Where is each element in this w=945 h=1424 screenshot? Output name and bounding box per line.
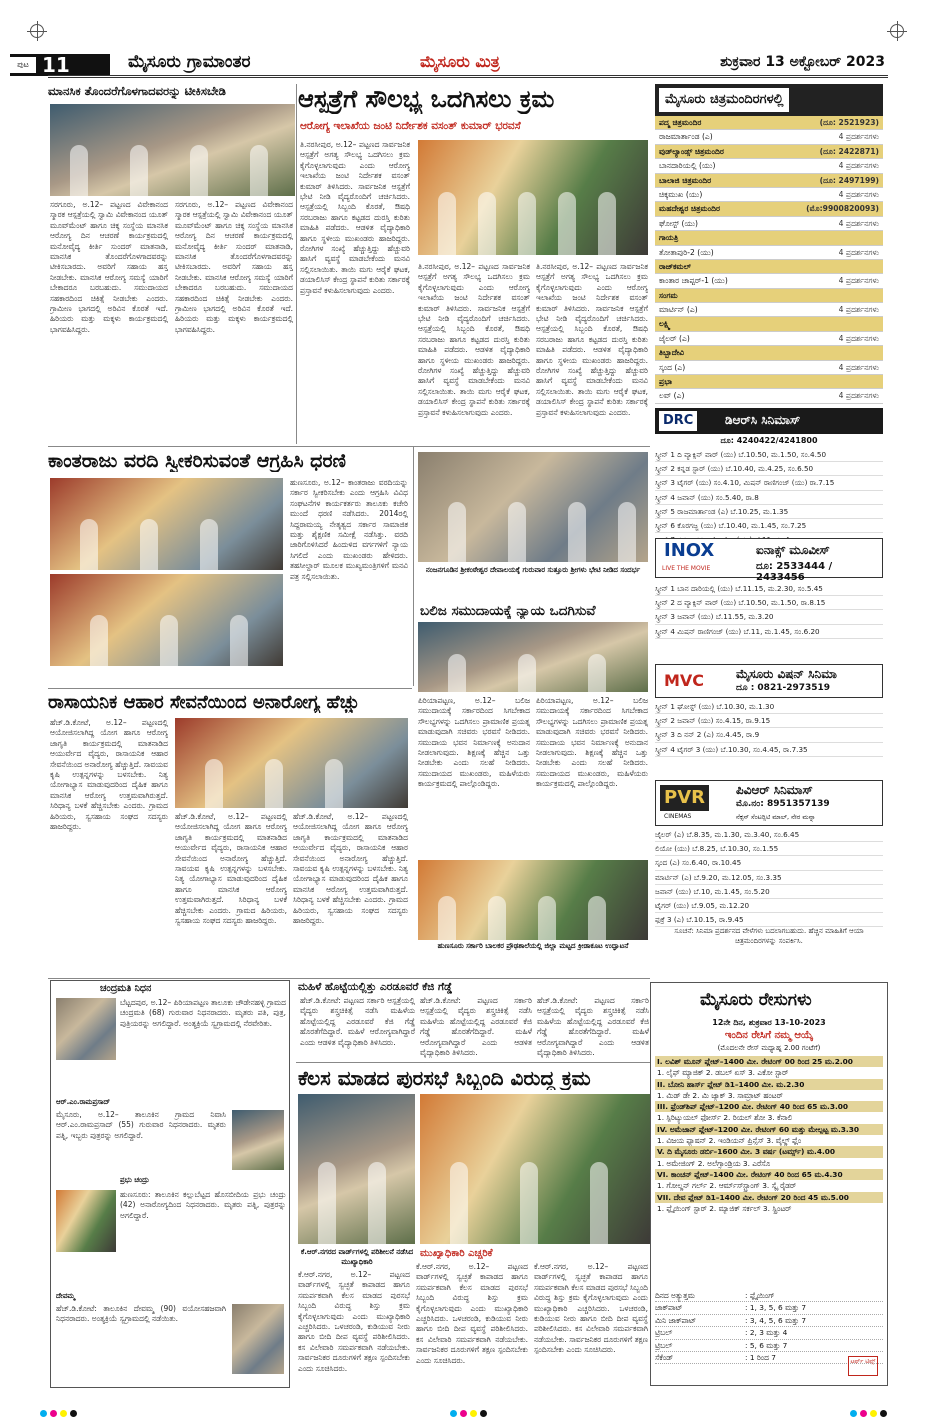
race-heading: IV. ಅಮೆಜಾನ್ ಪ್ಲೇಟ್–1200 ಮೀ. ರೇಟಿಂಗ್ 60 ಮತ್ತು ಮೇಲ್ಪಟ್ಟ ಮ.3.30	[655, 1124, 883, 1135]
cinema-info: (ದೂ: 2497199)	[819, 175, 879, 185]
cinema-name: ಚಿಕ್ಕಮುಖ (ಯು)	[659, 189, 703, 199]
divider	[48, 688, 412, 689]
tip-row	[655, 1340, 883, 1352]
photo-protest-1	[50, 478, 283, 570]
drc-name: ಡಿಆರ್‌ಸಿ ಸಿನಿಮಾಸ್	[725, 413, 801, 427]
tip-value: : ಫ್ಲೈಯಿಂಗ್	[745, 1291, 775, 1300]
masthead: ಮೈಸೂರು ಮಿತ್ರ	[420, 52, 500, 71]
turf-stamp: ಟರ್ಫ್ ಟಿಪ್ಸ್	[848, 1356, 878, 1376]
page-number: 11	[42, 53, 70, 77]
drc-logo: DRC	[659, 411, 697, 431]
showtime-row: ಟೈಗರ್ (ಯು) ಬೆ.9.05, ಮ.12.20	[655, 899, 883, 913]
cinema-name: ಸ್ಕಂದ (ಎ)	[659, 362, 686, 372]
cinema-info: 4 ಪ್ರದರ್ಶನಗಳು	[838, 247, 879, 257]
headline-mental-health: ಮಾನಸಿಕ ತೊಂದರೆಗೊಳಗಾದವರನ್ನು ಟೀಕಿಸಬೇಡಿ	[48, 84, 226, 98]
showtime-row: ಲಿಯೋ (ಯು) ಬೆ.8.25, ಬೆ.10.30, ಸಂ.1.55	[655, 842, 883, 856]
edition-date: ಶುಕ್ರವಾರ 13 ಅಕ್ಟೋಬರ್ 2023	[720, 54, 885, 70]
headline-hospital: ಆಸ್ಪತ್ರೆಗೆ ಸೌಲಭ್ಯ ಒದಗಿಸಲು ಕ್ರಮ	[298, 85, 555, 113]
story-women-col2: ಹೆಚ್.ಡಿ.ಕೋಟೆ: ಪಟ್ಟಣದ ಸರ್ಕಾರಿ ಆಸ್ಪತ್ರೆಯಲ್ಲಿ ವೈದ್ಯರು ಶಸ್ತ್ರಚಿಕಿತ್ಸೆ ನಡೆಸಿ ಮಹಿಳೆಯ ಹೊಟ್ಟೆಯಲ್ಲಿದ್ದ ಎರಡೂವರೆ ಕೆಜಿ ಗೆಡ್ಡೆ ಹೊರತೆಗೆದಿದ್ದಾರೆ. ಮಹಿಳೆ ಆರೋಗ್ಯವಾಗಿದ್ದಾರೆ ಎಂದು ಆಡಳಿತ ವೈದ್ಯಾಧಿಕಾರಿ ತಿಳಿಸಿದರು.	[420, 996, 532, 1058]
story-kelasa-col2: ಕೆ.ಆರ್.ನಗರ, ಅ.12– ಪಟ್ಟಣದ ವಾರ್ಡ್‍ಗಳಲ್ಲಿ ಸ್ವಚ್ಛತೆ ಕಾಪಾಡದ ಹಾಗೂ ಸಮರ್ಪಕವಾಗಿ ಕೆಲಸ ಮಾಡದ ಪುರಸಭೆ ಸಿಬ್ಬಂದಿ ವಿರುದ್ಧ ಶಿಸ್ತು ಕ್ರಮ ಕೈಗೊಳ್ಳಲಾಗುವುದು ಎಂದು ಮುಖ್ಯಾಧಿಕಾರಿ ಎಚ್ಚರಿಸಿದರು. ಒಳಚರಂಡಿ, ಕುಡಿಯುವ ನೀರು ಹಾಗೂ ಬೀದಿ ದೀಪ ವ್ಯವಸ್ಥೆ ಪರಿಶೀಲಿಸಿದರು. ಕಸ ವಿಲೇವಾರಿ ಸಮರ್ಪಕವಾಗಿ ನಡೆಯಬೇಕು. ಸಾರ್ವಜನಿಕರ ದೂರುಗಳಿಗೆ ತಕ್ಷಣ ಸ್ಪಂದಿಸಬೇಕು ಎಂದು ಸೂಚಿಸಿದರು.	[416, 1262, 528, 1365]
cinema-name: ಘೋಸ್ಟ್ (ಯು)	[659, 218, 698, 228]
story-mental-health-col2: ಸರಗೂರು, ಅ.12– ಪಟ್ಟಣದ ವಿವೇಕಾನಂದ ಸ್ಮಾರಕ ಆಸ್ಪತ್ರೆಯಲ್ಲಿ ಸ್ವಾಮಿ ವಿವೇಕಾನಂದ ಯೂತ್ ಮೂವ್‍ಮೆಂಟ್ ಹಾಗೂ ಚಿಕ್ಕ ಸಂಸ್ಥೆಯ ಮಾನಸಿಕ ಆರೋಗ್ಯ ದಿನ ಆಚರಣೆ ಕಾರ್ಯಕ್ರಮದಲ್ಲಿ ಮನೋವೈದ್ಯ ಕೀರ್ತಿ ಸುಂದರ್ ಮಾತನಾಡಿ, ಮಾನಸಿಕ ತೊಂದರೆಗೊಳಗಾದವರನ್ನು ಟೀಕಿಸಬಾರದು. ಅವರಿಗೆ ಸಹಾಯ ಹಸ್ತ ನೀಡಬೇಕು. ಮಾನಸಿಕ ಆರೋಗ್ಯ ಸಮಸ್ಯೆ ಯಾರಿಗೆ ಬೇಕಾದರೂ ಬರಬಹುದು. ಸಮುದಾಯದ ಸಹಕಾರದಿಂದ ಚಿಕಿತ್ಸೆ ನೀಡಬೇಕು ಎಂದರು. ಗ್ರಾಮೀಣ ಭಾಗದಲ್ಲಿ ಅರಿವಿನ ಕೊರತೆ ಇದೆ. ಹಿರಿಯರು ಮತ್ತು ಮಕ್ಕಳು ಕಾರ್ಯಕ್ರಮದಲ್ಲಿ ಭಾಗವಹಿಸಿದ್ದರು.	[175, 200, 293, 334]
story-balija-col1: ಪಿರಿಯಾಪಟ್ಟಣ, ಅ.12– ಬಲಿಜ ಸಮುದಾಯಕ್ಕೆ ಸರ್ಕಾರದಿಂದ ಸಿಗಬೇಕಾದ ಸೌಲಭ್ಯಗಳನ್ನು ಒದಗಿಸಲು ಪ್ರಾಮಾಣಿಕ ಪ್ರಯತ್ನ ಮಾಡುವುದಾಗಿ ಸಚಿವರು ಭರವಸೆ ನೀಡಿದರು. ಸಮುದಾಯ ಭವನ ನಿರ್ಮಾಣಕ್ಕೆ ಅನುದಾನ ನೀಡಲಾಗುವುದು. ಶಿಕ್ಷಣಕ್ಕೆ ಹೆಚ್ಚಿನ ಒತ್ತು ನೀಡಬೇಕು ಎಂದು ಸಲಹೆ ನೀಡಿದರು. ಸಮುದಾಯದ ಮುಖಂಡರು, ಮಹಿಳೆಯರು ಕಾರ್ಯಕ್ರಮದಲ್ಲಿ ಪಾಲ್ಗೊಂಡಿದ್ದರು.	[418, 696, 530, 789]
story-kantharaju-col1: ಹುಣಸೂರು, ಅ.12– ಕಾಂತರಾಜು ವರದಿಯನ್ನು ಸರ್ಕಾರ ಸ್ವೀಕರಿಸಬೇಕು ಎಂದು ಆಗ್ರಹಿಸಿ ವಿವಿಧ ಸಂಘಟನೆಗಳ ಕಾರ್ಯಕರ್ತರು ತಾಲೂಕು ಕಚೇರಿ ಮುಂದೆ ಧರಣಿ ನಡೆಸಿದರು. 2014ರಲ್ಲಿ ಸಿದ್ದರಾಮಯ್ಯ ನೇತೃತ್ವದ ಸರ್ಕಾರ ಸಾಮಾಜಿಕ ಮತ್ತು ಶೈಕ್ಷಣಿಕ ಸಮೀಕ್ಷೆ ನಡೆಸಿತ್ತು. ವರದಿ ಜಾರಿಗೊಳಿಸಿದರೆ ಹಿಂದುಳಿದ ವರ್ಗಗಳಿಗೆ ನ್ಯಾಯ ಸಿಗಲಿದೆ ಎಂದು ಮುಖಂಡರು ಹೇಳಿದರು. ತಹಸೀಲ್ದಾರ್ ಮೂಲಕ ಮುಖ್ಯಮಂತ್ರಿಗಳಿಗೆ ಮನವಿ ಪತ್ರ ಸಲ್ಲಿಸಲಾಯಿತು.	[290, 478, 408, 581]
showtime-row: ಸ್ಕ್ರೀನ್ 3 ದಿ ನನ್ 2 (ಎ) ಸಂ.4.45, ರಾ.9	[655, 728, 883, 742]
cinema-title: ಮೈಸೂರು ಚಿತ್ರಮಂದಿರಗಳಲ್ಲಿ	[659, 88, 789, 112]
tip-value: : 2, 3 ಮತ್ತು 4	[745, 1328, 788, 1338]
drc-header	[655, 408, 883, 434]
cinema-info: 4 ಪ್ರದರ್ಶನಗಳು	[838, 333, 879, 343]
race-heading: II. ಬೋನಿ ಹಾರ್ಸ್ ಪ್ಲೇಟ್ ಡಿ1–1400 ಮೀ. ಮ.2.30	[655, 1079, 883, 1090]
headline-women: ಮಹಿಳೆ ಹೊಟ್ಟೆಯಲ್ಲಿತ್ತು ಎರಡೂವರೆ ಕೆಜಿ ಗೆಡ್ಡೆ	[298, 981, 453, 993]
tip-label: ಟ್ರಿಬಲ್	[655, 1340, 673, 1350]
story-kelasa-col3: ಕೆ.ಆರ್.ನಗರ, ಅ.12– ಪಟ್ಟಣದ ವಾರ್ಡ್‍ಗಳಲ್ಲಿ ಸ್ವಚ್ಛತೆ ಕಾಪಾಡದ ಹಾಗೂ ಸಮರ್ಪಕವಾಗಿ ಕೆಲಸ ಮಾಡದ ಪುರಸಭೆ ಸಿಬ್ಬಂದಿ ವಿರುದ್ಧ ಶಿಸ್ತು ಕ್ರಮ ಕೈಗೊಳ್ಳಲಾಗುವುದು ಎಂದು ಮುಖ್ಯಾಧಿಕಾರಿ ಎಚ್ಚರಿಸಿದರು. ಒಳಚರಂಡಿ, ಕುಡಿಯುವ ನೀರು ಹಾಗೂ ಬೀದಿ ದೀಪ ವ್ಯವಸ್ಥೆ ಪರಿಶೀಲಿಸಿದರು. ಕಸ ವಿಲೇವಾರಿ ಸಮರ್ಪಕವಾಗಿ ನಡೆಯಬೇಕು. ಸಾರ್ವಜನಿಕರ ದೂರುಗಳಿಗೆ ತಕ್ಷಣ ಸ್ಪಂದಿಸಬೇಕು ಎಂದು ಸೂಚಿಸಿದರು.	[534, 1262, 648, 1355]
mvc-name: ಮೈಸೂರು ವಿಷನ್ ಸಿನಿಮಾ	[736, 667, 837, 681]
tip-row	[655, 1290, 883, 1302]
photo-balija	[418, 622, 648, 692]
obituary-2: ಮೈಸೂರು, ಅ.12– ತಾಲೂಕಿನ ಗ್ರಾಮದ ನಿವಾಸಿ ಆರ್.ಎಂ.ರಾಮಪ್ರಸಾದ್ (55) ಗುರುವಾರ ನಿಧನರಾದರು. ಮೃತರು ಪತ್ನಿ, ಇಬ್ಬರು ಪುತ್ರರನ್ನು ಅಗಲಿದ್ದಾರೆ.	[56, 1110, 226, 1140]
race-heading: I. ಲವಿಶ್ ಮೂನ್ ಪ್ಲೇಟ್–1400 ಮೀ. ರೇಟಿಂಗ್ 00 ರಿಂದ 25 ಮ.2.00	[655, 1056, 883, 1067]
pvr-logo: PVR	[660, 785, 709, 811]
cinema-row	[655, 246, 883, 260]
cinema-info: 4 ಪ್ರದರ್ಶನಗಳು	[838, 362, 879, 372]
photo-obituary-2	[232, 1110, 284, 1170]
cinema-row	[655, 231, 883, 245]
tip-row	[655, 1327, 883, 1339]
inox-phone: ದೂ: 2533444 / 2433456	[756, 561, 833, 583]
cinema-info: (ದೂ: 2521923)	[819, 118, 879, 127]
tip-label: ಮಿನಿ ಜಾಕ್‍ಪಾಟ್	[655, 1315, 697, 1325]
race-title: ಮೈಸೂರು ರೇಸುಗಳು	[700, 990, 812, 1010]
tip-row	[655, 1315, 883, 1327]
cinema-name: ರಾಜಮಾರ್ತಾಂಡ (ಎ)	[659, 132, 713, 142]
tip-value: : 5, 6 ಮತ್ತು 7	[745, 1340, 788, 1350]
pvr-name: ಪಿವಿಆರ್ ಸಿನಿಮಾಸ್	[736, 783, 813, 797]
showtime-row: ಸ್ಕ್ರೀನ್ 4 ಟೈಗರ್ 3 (ಯು) ಬೆ.10.30, ಸಂ.4.45, ರಾ.7.35	[655, 743, 883, 757]
pvr-note: ಸೂಚನೆ: ಸಿನಿಮಾ ಪ್ರದರ್ಶನದ ವೇಳೆಗಳು ಬದಲಾಗಬಹುದು. ಹೆಚ್ಚಿನ ಮಾಹಿತಿಗೆ ಆಯಾ ಚಿತ್ರಮಂದಿರಗಳನ್ನು ಸಂಪರ್ಕಿಸಿ.	[674, 927, 864, 946]
tip-label: ದಿನದ ಅತ್ಯುತ್ತಮ	[655, 1291, 695, 1300]
headline-kantharaju: ಕಾಂತರಾಜು ವರದಿ ಸ್ವೀಕರಿಸುವಂತೆ ಆಗ್ರಹಿಸಿ ಧರಣಿ	[48, 450, 346, 472]
obituary-title: ಚಂದ್ರಮತಿ ನಿಧನ	[100, 983, 152, 994]
cinema-listings	[655, 116, 883, 404]
drc-schedule	[655, 448, 883, 536]
color-dots	[40, 1402, 90, 1410]
showtime-row: ಸ್ಕ್ರೀನ್ 1 ದಿ ವ್ಯಾಕ್ಸಿನ್ ವಾರ್ (ಯು) ಬೆ.10.50, ಮ.1.50, ಸಂ.4.50	[655, 448, 883, 462]
cinema-row	[655, 159, 883, 173]
cinema-name: ಗಾಯತ್ರಿ	[659, 233, 679, 243]
cinema-info: 4 ಪ್ರದರ್ಶನಗಳು	[838, 132, 879, 142]
race-start: (ಮೊದಲನೇ ರೇಸ್ ಮಧ್ಯಾಹ್ನ 2.00 ಗಂಟೆಗೆ)	[717, 1044, 821, 1052]
cinema-row	[655, 289, 883, 303]
photo-protest-2	[50, 574, 283, 666]
divider	[413, 446, 414, 686]
cinema-info: 4 ಪ್ರದರ್ಶನಗಳು	[838, 161, 879, 171]
inox-tagline: LIVE THE MOVIE	[662, 565, 711, 572]
cinema-name: ಕಾಂತಾರ ಚಾಪ್ಟರ್-1 (ಯು)	[659, 276, 728, 286]
caption-temple: ನಂಜನಗೂಡಿನ ಶ್ರೀಕಂಠೇಶ್ವರ ದೇವಾಲಯಕ್ಕೆ ಗುರುವಾರ ಸುತ್ತೂರು ಶ್ರೀಗಳು ಭೇಟಿ ನೀಡಿದ ಸಂದರ್ಭ	[425, 566, 641, 574]
cinema-name: ಲವ್ (ಎ)	[659, 391, 685, 401]
cinema-name: ಜೈಲರ್ (ಎ)	[659, 333, 690, 343]
cinema-info: 4 ಪ್ರದರ್ಶನಗಳು	[838, 391, 879, 401]
tip-label: ಸೆಕೆಂಡ್	[655, 1353, 674, 1363]
showtime-row: ಸ್ಕ್ರೀನ್ 4 ಮಿಷನ್ ರಾಣಿಗಂಜ್ (ಯು) ಬೆ.11, ಮ.1.45, ಸಂ.6.20	[655, 625, 883, 639]
story-mental-health-col1: ಸರಗೂರು, ಅ.12– ಪಟ್ಟಣದ ವಿವೇಕಾನಂದ ಸ್ಮಾರಕ ಆಸ್ಪತ್ರೆಯಲ್ಲಿ ಸ್ವಾಮಿ ವಿವೇಕಾನಂದ ಯೂತ್ ಮೂವ್‍ಮೆಂಟ್ ಹಾಗೂ ಚಿಕ್ಕ ಸಂಸ್ಥೆಯ ಮಾನಸಿಕ ಆರೋಗ್ಯ ದಿನ ಆಚರಣೆ ಕಾರ್ಯಕ್ರಮದಲ್ಲಿ ಮನೋವೈದ್ಯ ಕೀರ್ತಿ ಸುಂದರ್ ಮಾತನಾಡಿ, ಮಾನಸಿಕ ತೊಂದರೆಗೊಳಗಾದವರನ್ನು ಟೀಕಿಸಬಾರದು. ಅವರಿಗೆ ಸಹಾಯ ಹಸ್ತ ನೀಡಬೇಕು. ಮಾನಸಿಕ ಆರೋಗ್ಯ ಸಮಸ್ಯೆ ಯಾರಿಗೆ ಬೇಕಾದರೂ ಬರಬಹುದು. ಸಮುದಾಯದ ಸಹಕಾರದಿಂದ ಚಿಕಿತ್ಸೆ ನೀಡಬೇಕು ಎಂದರು. ಗ್ರಾಮೀಣ ಭಾಗದಲ್ಲಿ ಅರಿವಿನ ಕೊರತೆ ಇದೆ. ಹಿರಿಯರು ಮತ್ತು ಮಕ್ಕಳು ಕಾರ್ಯಕ್ರಮದಲ್ಲಿ ಭಾಗವಹಿಸಿದ್ದರು.	[50, 200, 168, 334]
story-kelasa-col1: ಕೆ.ಆರ್.ನಗರ, ಅ.12– ಪಟ್ಟಣದ ವಾರ್ಡ್‍ಗಳಲ್ಲಿ ಸ್ವಚ್ಛತೆ ಕಾಪಾಡದ ಹಾಗೂ ಸಮರ್ಪಕವಾಗಿ ಕೆಲಸ ಮಾಡದ ಪುರಸಭೆ ಸಿಬ್ಬಂದಿ ವಿರುದ್ಧ ಶಿಸ್ತು ಕ್ರಮ ಕೈಗೊಳ್ಳಲಾಗುವುದು ಎಂದು ಮುಖ್ಯಾಧಿಕಾರಿ ಎಚ್ಚರಿಸಿದರು. ಒಳಚರಂಡಿ, ಕುಡಿಯುವ ನೀರು ಹಾಗೂ ಬೀದಿ ದೀಪ ವ್ಯವಸ್ಥೆ ಪರಿಶೀಲಿಸಿದರು. ಕಸ ವಿಲೇವಾರಿ ಸಮರ್ಪಕವಾಗಿ ನಡೆಯಬೇಕು. ಸಾರ್ವಜನಿಕರ ದೂರುಗಳಿಗೆ ತಕ್ಷಣ ಸ್ಪಂದಿಸಬೇಕು ಎಂದು ಸೂಚಿಸಿದರು.	[298, 1270, 410, 1373]
race-heading: VI. ಕಾಂಚನ್ ಪ್ಲೇಟ್–1400 ಮೀ. ರೇಟಿಂಗ್ 40 ರಿಂದ 65 ಮ.4.30	[655, 1169, 883, 1180]
obituary-3-name: ಪ್ರಭು ಚಂದ್ರು	[120, 1176, 150, 1184]
mvc-logo: MVC	[660, 671, 708, 691]
tip-label: ಟ್ರಿಬಲ್	[655, 1328, 673, 1338]
story-nutrition-col3: ಹೆಚ್.ಡಿ.ಕೋಟೆ, ಅ.12– ಪಟ್ಟಣದಲ್ಲಿ ಆಯೋಜಿಸಲಾಗಿದ್ದ ಯೋಗ ಹಾಗೂ ಆರೋಗ್ಯ ಜಾಗೃತಿ ಕಾರ್ಯಕ್ರಮದಲ್ಲಿ ಮಾತನಾಡಿದ ಆಯುರ್ವೇದ ವೈದ್ಯರು, ರಾಸಾಯನಿಕ ಆಹಾರ ಸೇವನೆಯಿಂದ ಅನಾರೋಗ್ಯ ಹೆಚ್ಚುತ್ತಿದೆ. ಸಾವಯವ ಕೃಷಿ ಉತ್ಪನ್ನಗಳನ್ನು ಬಳಸಬೇಕು. ನಿತ್ಯ ಯೋಗಾಭ್ಯಾಸ ಮಾಡುವುದರಿಂದ ದೈಹಿಕ ಹಾಗೂ ಮಾನಸಿಕ ಆರೋಗ್ಯ ಉತ್ತಮವಾಗಿರುತ್ತದೆ. ಸಿರಿಧಾನ್ಯ ಬಳಕೆ ಹೆಚ್ಚಿಸಬೇಕು ಎಂದರು. ಗ್ರಾಮದ ಹಿರಿಯರು, ಸ್ವಸಹಾಯ ಸಂಘದ ಸದಸ್ಯರು ಹಾಜರಿದ್ದರು.	[293, 812, 408, 926]
cinema-name: ರಾಜ್‍ಕಮಲ್	[659, 261, 691, 271]
pvr-schedule	[655, 828, 883, 924]
story-hospital-col3: ತಿ.ನರಸೀಪುರ, ಅ.12– ಪಟ್ಟಣದ ಸಾರ್ವಜನಿಕ ಆಸ್ಪತ್ರೆಗೆ ಅಗತ್ಯ ಸೌಲಭ್ಯ ಒದಗಿಸಲು ಕ್ರಮ ಕೈಗೊಳ್ಳಲಾಗುವುದು ಎಂದು ಆರೋಗ್ಯ ಇಲಾಖೆಯ ಜಂಟಿ ನಿರ್ದೇಶಕ ವಸಂತ್ ಕುಮಾರ್ ತಿಳಿಸಿದರು. ಸಾರ್ವಜನಿಕ ಆಸ್ಪತ್ರೆಗೆ ಭೇಟಿ ನೀಡಿ ವೈದ್ಯರೊಂದಿಗೆ ಚರ್ಚಿಸಿದರು. ಆಸ್ಪತ್ರೆಯಲ್ಲಿ ಸಿಬ್ಬಂದಿ ಕೊರತೆ, ಔಷಧಿ ಸರಬರಾಜು ಹಾಗೂ ಕಟ್ಟಡದ ದುರಸ್ತಿ ಕುರಿತು ಮಾಹಿತಿ ಪಡೆದರು. ಆಡಳಿತ ವೈದ್ಯಾಧಿಕಾರಿ ಹಾಗೂ ಸ್ಥಳೀಯ ಮುಖಂಡರು ಹಾಜರಿದ್ದರು. ರೋಗಿಗಳ ಸಂಖ್ಯೆ ಹೆಚ್ಚುತ್ತಿದ್ದು ಹೆಚ್ಚುವರಿ ಹಾಸಿಗೆ ವ್ಯವಸ್ಥೆ ಮಾಡಬೇಕೆಂದು ಮನವಿ ಸಲ್ಲಿಸಲಾಯಿತು. ತಾಯಿ ಮಗು ಆರೈಕೆ ಘಟಕ, ಡಯಾಲಿಸಿಸ್ ಕೇಂದ್ರ ಸ್ಥಾಪನೆ ಕುರಿತು ಸರ್ಕಾರಕ್ಕೆ ಪ್ರಸ್ತಾವನೆ ಕಳುಹಿಸಲಾಗುವುದು ಎಂದರು.	[536, 262, 648, 417]
cinema-header	[655, 84, 883, 116]
cinema-info: (ದೂ: 2422871)	[819, 146, 879, 156]
race-tips	[655, 1290, 883, 1364]
showtime-row: ಸ್ಕ್ರೀನ್ 3 ಟೈಗರ್ (ಯು) ಸಂ.4.10, ಮಿಷನ್ ರಾಣಿಗಂಜ್ (ಯು) ರಾ.7.15	[655, 476, 883, 490]
cinema-row	[655, 274, 883, 288]
mvc-phone: ದೂ : 0821-2973519	[736, 683, 831, 693]
color-dots	[450, 1402, 500, 1410]
story-balija-col2: ಪಿರಿಯಾಪಟ್ಟಣ, ಅ.12– ಬಲಿಜ ಸಮುದಾಯಕ್ಕೆ ಸರ್ಕಾರದಿಂದ ಸಿಗಬೇಕಾದ ಸೌಲಭ್ಯಗಳನ್ನು ಒದಗಿಸಲು ಪ್ರಾಮಾಣಿಕ ಪ್ರಯತ್ನ ಮಾಡುವುದಾಗಿ ಸಚಿವರು ಭರವಸೆ ನೀಡಿದರು. ಸಮುದಾಯ ಭವನ ನಿರ್ಮಾಣಕ್ಕೆ ಅನುದಾನ ನೀಡಲಾಗುವುದು. ಶಿಕ್ಷಣಕ್ಕೆ ಹೆಚ್ಚಿನ ಒತ್ತು ನೀಡಬೇಕು ಎಂದು ಸಲಹೆ ನೀಡಿದರು. ಸಮುದಾಯದ ಮುಖಂಡರು, ಮಹಿಳೆಯರು ಕಾರ್ಯಕ್ರಮದಲ್ಲಿ ಪಾಲ್ಗೊಂಡಿದ್ದರು.	[536, 696, 648, 789]
divider	[296, 1062, 650, 1063]
tip-value: : 1 ರಿಂದ 7	[745, 1353, 776, 1363]
tip-value: : 3, 4, 5, 6 ಮತ್ತು 7	[745, 1315, 807, 1325]
cinema-info: 4 ಪ್ರದರ್ಶನಗಳು	[838, 276, 879, 286]
showtime-row: ಜವಾನ್ (ಯು) ಬೆ.10, ಮ.1.45, ಸಂ.5.20	[655, 885, 883, 899]
showtime-row: ಸ್ಕ್ರೀನ್ 2 ಕನ್ನಡ ಸ್ಟಾರ್ (ಯು) ಬೆ.10.40, ಮ.4.25, ಸಂ.6.50	[655, 462, 883, 476]
tip-value: : 1, 3, 5, 6 ಮತ್ತು 7	[745, 1303, 807, 1313]
cinema-name: ಮಾರ್ಟಿನ್ (ಎ)	[659, 305, 698, 315]
color-dots	[850, 1402, 900, 1410]
inox-logo: INOX	[660, 541, 718, 561]
showtime-row: ಸ್ಕ್ರೀನ್ 2 ದ ವ್ಯಾಕ್ಸಿನ್ ವಾರ್ (ಯು) ಬೆ.10.50, ಮ.1.50, ರಾ.8.15	[655, 596, 883, 610]
photo-hospital	[418, 140, 648, 255]
mvc-schedule	[655, 700, 883, 778]
race-subtitle: ಇಂದಿನ ರೇಸಿಗೆ ನಮ್ಮ ಆಯ್ಕೆ	[724, 1030, 814, 1041]
photo-kelasa-1	[298, 1094, 415, 1244]
cinema-row	[655, 116, 883, 130]
photo-obituary-3	[56, 1190, 116, 1252]
obituary-2-name: ಆರ್.ಎಂ.ರಾಮಪ್ರಸಾದ್	[56, 1098, 111, 1106]
showtime-row: ಜೈಲರ್ (ಎ) ಬೆ.8.35, ಮ.1.30, ಮ.3.40, ಸಂ.6.45	[655, 828, 883, 842]
registration-mark	[890, 24, 904, 38]
photo-mental-health	[50, 104, 295, 196]
obituary-4: ಹೆಚ್.ಡಿ.ಕೋಟೆ: ತಾಲೂಕಿನ ದೇವಮ್ಮ (90) ವಯೋಸಹಜವಾಗಿ ನಿಧನರಾದರು. ಅಂತ್ಯಕ್ರಿಯೆ ಸ್ವಗ್ರಾಮದಲ್ಲಿ ನಡೆಯಿತು.	[56, 1304, 226, 1324]
showtime-row: ಸ್ಕ್ರೀನ್ 5 ರಾಜಮಾರ್ತಾಂಡ (ಎ) ಬೆ.10.25, ಮ.1.35	[655, 505, 883, 519]
showtime-row: ಸ್ಕ್ರೀನ್ 2 ಜವಾನ್ (ಯು) ಸಂ.4.15, ರಾ.9.15	[655, 714, 883, 728]
cinema-row	[655, 174, 883, 188]
showtime-row: ಸ್ಕ್ರೀನ್ 1 ಬಾನ ದಾರಿಯಲ್ಲಿ (ಯು) ಬೆ.11.15, ಮ.2.30, ಸಂ.5.45	[655, 582, 883, 596]
cinema-name: ಸಂಗಮ	[659, 290, 678, 300]
photo-kelasa-2	[420, 1094, 650, 1244]
showtime-row: ಫುಕ್ರೆ 3 (ಎ) ಬೆ.10.15, ರಾ.9.45	[655, 913, 883, 927]
registration-mark	[30, 24, 44, 38]
cinema-name: ವುಡ್‍ಲ್ಯಾಂಡ್ಸ್ ಚಿತ್ರಮಂದಿರ	[659, 146, 724, 156]
cinema-info: 4 ಪ್ರದರ್ಶನಗಳು	[838, 189, 879, 199]
obituary-4-name: ದೇವಮ್ಮ	[56, 1292, 75, 1300]
cinema-name: ಬಾಲಾಜಿ ಚಿತ್ರಮಂದಿರ	[659, 175, 712, 185]
showtime-row: ಸ್ಕ್ರೀನ್ 6 ಕೊರಗಜ್ಜ (ಯು) ಬೆ.10.40, ಮ.1.45, ಸಂ.7.25	[655, 519, 883, 533]
divider	[48, 978, 650, 979]
photo-obituary-4	[232, 1304, 284, 1374]
race-picks: 1. ಫ್ಲೈಯಿಂಗ್ ಸ್ಟಾರ್ 2. ಮ್ಯಾಜಿಕ್ ಸರ್ಕಲ್ 3. ಸ್ಪ್ರಿಂಟರ್	[657, 1203, 792, 1213]
story-hospital-col1: ತಿ.ನರಸೀಪುರ, ಅ.12– ಪಟ್ಟಣದ ಸಾರ್ವಜನಿಕ ಆಸ್ಪತ್ರೆಗೆ ಅಗತ್ಯ ಸೌಲಭ್ಯ ಒದಗಿಸಲು ಕ್ರಮ ಕೈಗೊಳ್ಳಲಾಗುವುದು ಎಂದು ಆರೋಗ್ಯ ಇಲಾಖೆಯ ಜಂಟಿ ನಿರ್ದೇಶಕ ವಸಂತ್ ಕುಮಾರ್ ತಿಳಿಸಿದರು. ಸಾರ್ವಜನಿಕ ಆಸ್ಪತ್ರೆಗೆ ಭೇಟಿ ನೀಡಿ ವೈದ್ಯರೊಂದಿಗೆ ಚರ್ಚಿಸಿದರು. ಆಸ್ಪತ್ರೆಯಲ್ಲಿ ಸಿಬ್ಬಂದಿ ಕೊರತೆ, ಔಷಧಿ ಸರಬರಾಜು ಹಾಗೂ ಕಟ್ಟಡದ ದುರಸ್ತಿ ಕುರಿತು ಮಾಹಿತಿ ಪಡೆದರು. ಆಡಳಿತ ವೈದ್ಯಾಧಿಕಾರಿ ಹಾಗೂ ಸ್ಥಳೀಯ ಮುಖಂಡರು ಹಾಜರಿದ್ದರು. ರೋಗಿಗಳ ಸಂಖ್ಯೆ ಹೆಚ್ಚುತ್ತಿದ್ದು ಹೆಚ್ಚುವರಿ ಹಾಸಿಗೆ ವ್ಯವಸ್ಥೆ ಮಾಡಬೇಕೆಂದು ಮನವಿ ಸಲ್ಲಿಸಲಾಯಿತು. ತಾಯಿ ಮಗು ಆರೈಕೆ ಘಟಕ, ಡಯಾಲಿಸಿಸ್ ಕೇಂದ್ರ ಸ್ಥಾಪನೆ ಕುರಿತು ಸರ್ಕಾರಕ್ಕೆ ಪ್ರಸ್ತಾವನೆ ಕಳುಹಿಸಲಾಗುವುದು ಎಂದರು.	[300, 140, 410, 295]
race-picks: 1. ಲೈಫ್ ಮ್ಯಾಜಿಕ್ 2. ಡಬಲ್ ಏಸ್ 3. ಎಕೋ ಸ್ಟಾರ್	[657, 1068, 789, 1078]
showtime-row: ಸ್ಕಂದ (ಎ) ಸಂ.6.40, ರಾ.10.45	[655, 856, 883, 870]
page-tag: ಪುಟ	[10, 57, 36, 73]
cinema-row	[655, 188, 883, 202]
cinema-row	[655, 361, 883, 375]
story-nutrition-col1: ಹೆಚ್.ಡಿ.ಕೋಟೆ, ಅ.12– ಪಟ್ಟಣದಲ್ಲಿ ಆಯೋಜಿಸಲಾಗಿದ್ದ ಯೋಗ ಹಾಗೂ ಆರೋಗ್ಯ ಜಾಗೃತಿ ಕಾರ್ಯಕ್ರಮದಲ್ಲಿ ಮಾತನಾಡಿದ ಆಯುರ್ವೇದ ವೈದ್ಯರು, ರಾಸಾಯನಿಕ ಆಹಾರ ಸೇವನೆಯಿಂದ ಅನಾರೋಗ್ಯ ಹೆಚ್ಚುತ್ತಿದೆ. ಸಾವಯವ ಕೃಷಿ ಉತ್ಪನ್ನಗಳನ್ನು ಬಳಸಬೇಕು. ನಿತ್ಯ ಯೋಗಾಭ್ಯಾಸ ಮಾಡುವುದರಿಂದ ದೈಹಿಕ ಹಾಗೂ ಮಾನಸಿಕ ಆರೋಗ್ಯ ಉತ್ತಮವಾಗಿರುತ್ತದೆ. ಸಿರಿಧಾನ್ಯ ಬಳಕೆ ಹೆಚ್ಚಿಸಬೇಕು ಎಂದರು. ಗ್ರಾಮದ ಹಿರಿಯರು, ಸ್ವಸಹಾಯ ಸಂಘದ ಸದಸ್ಯರು ಹಾಜರಿದ್ದರು.	[50, 718, 168, 832]
section-name: ಮೈಸೂರು ಗ್ರಾಮಾಂತರ	[128, 52, 251, 72]
showtime-row: ಸ್ಕ್ರೀನ್ 3 ಜವಾನ್ (ಯು) ಬೆ.11.55, ಮ.3.20	[655, 610, 883, 624]
cinema-name: ತೋತಾಪುರಿ-2 (ಯು)	[659, 247, 714, 257]
obituary-3: ಹುಣಸೂರು: ತಾಲೂಕಿನ ಕಲ್ಲುಬೆಟ್ಟದ ಹೊಸಬೀದಿಯ ಪ್ರಭು ಚಂದ್ರು (42) ಅನಾರೋಗ್ಯದಿಂದ ನಿಧನರಾದರು. ಮೃತರು ಪತ್ನಿ, ಪುತ್ರರನ್ನು ಅಗಲಿದ್ದಾರೆ.	[120, 1190, 286, 1220]
race-heading: V. ದಿ ಮೈಸೂರು ಡರ್ಬಿ–1600 ಮೀ. 3 ವರ್ಷ (ಟರ್ಮ್ಸ್) ಮ.4.00	[655, 1146, 883, 1157]
cinema-name: ಪದ್ಮ ಚಿತ್ರಮಂದಿರ	[659, 118, 702, 127]
story-women-col3: ಹೆಚ್.ಡಿ.ಕೋಟೆ: ಪಟ್ಟಣದ ಸರ್ಕಾರಿ ಆಸ್ಪತ್ರೆಯಲ್ಲಿ ವೈದ್ಯರು ಶಸ್ತ್ರಚಿಕಿತ್ಸೆ ನಡೆಸಿ ಮಹಿಳೆಯ ಹೊಟ್ಟೆಯಲ್ಲಿದ್ದ ಎರಡೂವರೆ ಕೆಜಿ ಗೆಡ್ಡೆ ಹೊರತೆಗೆದಿದ್ದಾರೆ. ಮಹಿಳೆ ಆರೋಗ್ಯವಾಗಿದ್ದಾರೆ ಎಂದು ಆಡಳಿತ ವೈದ್ಯಾಧಿಕಾರಿ ತಿಳಿಸಿದರು.	[537, 996, 649, 1058]
cinema-info: (ಮೊ:9900820093)	[806, 204, 879, 214]
tip-row	[655, 1302, 883, 1314]
pvr-sub: CINEMAS	[664, 813, 692, 820]
kicker-kelasa: ಮುಖ್ಯಾಧಿಕಾರಿ ಎಚ್ಚರಿಕೆ	[420, 1248, 493, 1259]
race-heading: VII. ದೇವ ಪ್ಲೇಟ್ ಡಿ1–1400 ಮೀ. ರೇಟಿಂಗ್ 20 ರಿಂದ 45 ಮ.5.00	[655, 1192, 883, 1203]
cinema-row	[655, 145, 883, 159]
photo-temple	[418, 452, 648, 562]
cinema-row	[655, 260, 883, 274]
cinema-row	[655, 217, 883, 231]
cinema-row	[655, 130, 883, 144]
tip-label: ಜಾಕ್‍ಪಾಟ್	[655, 1303, 683, 1313]
cinema-row	[655, 332, 883, 346]
drc-phone: ದೂ: 4240422/4241800	[720, 436, 818, 445]
photo-nutrition	[175, 718, 408, 808]
showtime-row: ಸ್ಕ್ರೀನ್ 1 ಘೋಸ್ಟ್ (ಯು) ಬೆ.10.30, ಮ.1.30	[655, 700, 883, 714]
race-picks: 1. ಅಮೇಜಿಂಗ್ 2. ಅಲೆಗ್ಸಾಂಡ್ರಿಯ 3. ಎರೆಸೊ	[657, 1158, 771, 1168]
race-picks: 1. ಗೋಲ್ಡನ್ ಗರ್ಲ್ 2. ಆರ್ಮ್ಸ್‍ಸ್ಟ್ರಾಂಗ್ 3. ಸ್ಕೈ ರೈಡರ್	[657, 1181, 797, 1191]
race-heading: III. ಫ್ರೆಂಡ್‍ಶಿಪ್ ಪ್ಲೇಟ್–1200 ಮೀ. ರೇಟಿಂಗ್ 40 ರಿಂದ 65 ಮ.3.00	[655, 1101, 883, 1112]
cinema-row	[655, 317, 883, 331]
pvr-header	[655, 780, 883, 826]
subhead-hospital: ಆರೋಗ್ಯ ಇಲಾಖೆಯ ಜಂಟಿ ನಿರ್ದೇಶಕ ವಸಂತ್ ಕುಮಾರ್ ಭರವಸೆ	[300, 120, 521, 132]
race-date: 12ನೇ ದಿನ, ಶುಕ್ರವಾರ 13-10-2023	[712, 1018, 826, 1027]
story-women-col1: ಹೆಚ್.ಡಿ.ಕೋಟೆ: ಪಟ್ಟಣದ ಸರ್ಕಾರಿ ಆಸ್ಪತ್ರೆಯಲ್ಲಿ ವೈದ್ಯರು ಶಸ್ತ್ರಚಿಕಿತ್ಸೆ ನಡೆಸಿ ಮಹಿಳೆಯ ಹೊಟ್ಟೆಯಲ್ಲಿದ್ದ ಎರಡೂವರೆ ಕೆಜಿ ಗೆಡ್ಡೆ ಹೊರತೆಗೆದಿದ್ದಾರೆ. ಮಹಿಳೆ ಆರೋಗ್ಯವಾಗಿದ್ದಾರೆ ಎಂದು ಆಡಳಿತ ವೈದ್ಯಾಧಿಕಾರಿ ತಿಳಿಸಿದರು.	[300, 996, 415, 1047]
inox-schedule	[655, 582, 883, 662]
race-picks: 1. ಮಿಡ್ ಡೇ 2. ಮಿ ಜ್ಯಾಕ್ 3. ಸಾಮ್ರಾಟ್ ಹಂಟರ್	[657, 1090, 783, 1100]
race-picks: 1. ವಿಜಯ ಫ್ಯಾಷನ್ 2. ಇಂಡಿಯನ್ ಪ್ರಿನ್ಸೆಸ್ 3. ವೈಲ್ಡ್ ಫ್ಲೆಂ	[657, 1136, 802, 1146]
cinema-name: ಬಾನದಾರಿಯಲ್ಲಿ (ಯು)	[659, 161, 716, 171]
cinema-row	[655, 202, 883, 216]
headline-nutrition: ರಾಸಾಯನಿಕ ಆಹಾರ ಸೇವನೆಯಿಂದ ಅನಾರೋಗ್ಯ ಹೆಚ್ಚು	[48, 692, 360, 713]
showtime-row: ಸ್ಕ್ರೀನ್ 4 ಜವಾನ್ (ಯು) ಸಂ.5.40, ರಾ.8	[655, 491, 883, 505]
story-hospital-col2: ತಿ.ನರಸೀಪುರ, ಅ.12– ಪಟ್ಟಣದ ಸಾರ್ವಜನಿಕ ಆಸ್ಪತ್ರೆಗೆ ಅಗತ್ಯ ಸೌಲಭ್ಯ ಒದಗಿಸಲು ಕ್ರಮ ಕೈಗೊಳ್ಳಲಾಗುವುದು ಎಂದು ಆರೋಗ್ಯ ಇಲಾಖೆಯ ಜಂಟಿ ನಿರ್ದೇಶಕ ವಸಂತ್ ಕುಮಾರ್ ತಿಳಿಸಿದರು. ಸಾರ್ವಜನಿಕ ಆಸ್ಪತ್ರೆಗೆ ಭೇಟಿ ನೀಡಿ ವೈದ್ಯರೊಂದಿಗೆ ಚರ್ಚಿಸಿದರು. ಆಸ್ಪತ್ರೆಯಲ್ಲಿ ಸಿಬ್ಬಂದಿ ಕೊರತೆ, ಔಷಧಿ ಸರಬರಾಜು ಹಾಗೂ ಕಟ್ಟಡದ ದುರಸ್ತಿ ಕುರಿತು ಮಾಹಿತಿ ಪಡೆದರು. ಆಡಳಿತ ವೈದ್ಯಾಧಿಕಾರಿ ಹಾಗೂ ಸ್ಥಳೀಯ ಮುಖಂಡರು ಹಾಜರಿದ್ದರು. ರೋಗಿಗಳ ಸಂಖ್ಯೆ ಹೆಚ್ಚುತ್ತಿದ್ದು ಹೆಚ್ಚುವರಿ ಹಾಸಿಗೆ ವ್ಯವಸ್ಥೆ ಮಾಡಬೇಕೆಂದು ಮನವಿ ಸಲ್ಲಿಸಲಾಯಿತು. ತಾಯಿ ಮಗು ಆರೈಕೆ ಘಟಕ, ಡಯಾಲಿಸಿಸ್ ಕೇಂದ್ರ ಸ್ಥಾಪನೆ ಕುರಿತು ಸರ್ಕಾರಕ್ಕೆ ಪ್ರಸ್ತಾವನೆ ಕಳುಹಿಸಲಾಗುವುದು ಎಂದರು.	[418, 262, 530, 417]
race-picks: 1. ಸ್ಪಿರಿಟ್ಯುಯಲ್ ಫೋರ್ಸ್ 2. ರಿಯಲ್ ಶೋ 3. ಕೆನಾಲಿ	[657, 1113, 793, 1123]
headline-balija: ಬಲಿಜ ಸಮುದಾಯಕ್ಕೆ ನ್ಯಾಯ ಒದಗಿಸುವೆ	[420, 603, 596, 619]
caption-kelasa: ಕೆ.ಆರ್.ನಗರದ ವಾರ್ಡ್‍ಗಳಲ್ಲಿ ಪರಿಶೀಲನೆ ನಡೆಸಿದ ಮುಖ್ಯಾಧಿಕಾರಿ	[300, 1248, 414, 1266]
divider	[48, 446, 650, 447]
cinema-name: ಮಹದೇಶ್ವರ ಚಿತ್ರಮಂದಿರ	[659, 204, 721, 214]
cinema-row	[655, 375, 883, 389]
inox-header	[655, 538, 883, 583]
headline-kelasa: ಕೆಲಸ ಮಾಡದ ಪುರಸಭೆ ಸಿಬ್ಬಂದಿ ವಿರುದ್ಧ ಕ್ರಮ	[298, 1066, 591, 1090]
cinema-info: 4 ಪ್ರದರ್ಶನಗಳು	[838, 218, 879, 228]
header-rule	[48, 50, 888, 78]
pvr-address: ನೆಕ್ಸಸ್ ಸೆಂಟರ್‍ಸಿಟಿ ಮಾಲ್, ನೇರ ಮನ್ನಾ	[736, 813, 816, 821]
mvc-header	[655, 664, 883, 698]
cinema-name: ಪ್ರಭಾ	[659, 377, 673, 387]
inox-name: ಐನಾಕ್ಸ್ ಮೂವೀಸ್	[756, 543, 830, 557]
cinema-name: ತಿಬ್ಬಾದೇವಿ	[659, 348, 685, 358]
race-list	[655, 1056, 883, 1214]
showtime-row: ಮಾರ್ಟಿನ್ (ಎ) ಬೆ.9.20, ಮ.12.05, ಸಂ.3.35	[655, 871, 883, 885]
obituary-1: ಬೆಟ್ಟದಪುರ, ಅ.12– ಪಿರಿಯಾಪಟ್ಟಣ ತಾಲೂಕು ಚೌಡೇನಹಳ್ಳಿ ಗ್ರಾಮದ ಚಂದ್ರಮತಿ (68) ಗುರುವಾರ ನಿಧನರಾದರು. ಮೃತರು ಪತಿ, ಪುತ್ರ, ಪುತ್ರಿಯರನ್ನು ಅಗಲಿದ್ದಾರೆ. ಅಂತ್ಯಕ್ರಿಯೆ ಸ್ವಗ್ರಾಮದಲ್ಲಿ ನೆರವೇರಿತು.	[120, 998, 286, 1028]
divider	[296, 84, 297, 444]
cinema-info: 4 ಪ್ರದರ್ಶನಗಳು	[838, 305, 879, 315]
story-nutrition-col2: ಹೆಚ್.ಡಿ.ಕೋಟೆ, ಅ.12– ಪಟ್ಟಣದಲ್ಲಿ ಆಯೋಜಿಸಲಾಗಿದ್ದ ಯೋಗ ಹಾಗೂ ಆರೋಗ್ಯ ಜಾಗೃತಿ ಕಾರ್ಯಕ್ರಮದಲ್ಲಿ ಮಾತನಾಡಿದ ಆಯುರ್ವೇದ ವೈದ್ಯರು, ರಾಸಾಯನಿಕ ಆಹಾರ ಸೇವನೆಯಿಂದ ಅನಾರೋಗ್ಯ ಹೆಚ್ಚುತ್ತಿದೆ. ಸಾವಯವ ಕೃಷಿ ಉತ್ಪನ್ನಗಳನ್ನು ಬಳಸಬೇಕು. ನಿತ್ಯ ಯೋಗಾಭ್ಯಾಸ ಮಾಡುವುದರಿಂದ ದೈಹಿಕ ಹಾಗೂ ಮಾನಸಿಕ ಆರೋಗ್ಯ ಉತ್ತಮವಾಗಿರುತ್ತದೆ. ಸಿರಿಧಾನ್ಯ ಬಳಕೆ ಹೆಚ್ಚಿಸಬೇಕು ಎಂದರು. ಗ್ರಾಮದ ಹಿರಿಯರು, ಸ್ವಸಹಾಯ ಸಂಘದ ಸದಸ್ಯರು ಹಾಜರಿದ್ದರು.	[175, 812, 287, 926]
pvr-phone: ಮೊ.ನಂ: 8951357139	[736, 799, 830, 809]
cinema-row	[655, 389, 883, 403]
photo-obituary-1	[56, 998, 116, 1060]
photo-sports	[418, 860, 648, 940]
cinema-name: ಲಕ್ಷ್ಮಿ	[659, 319, 671, 329]
cinema-row	[655, 346, 883, 360]
cinema-row	[655, 303, 883, 317]
caption-sports: ಹುಣಸೂರು ಸರ್ಕಾರಿ ಬಾಲಕರ ಪ್ರೌಢಶಾಲೆಯಲ್ಲಿ ಜಿಲ್ಲಾ ಮಟ್ಟದ ಕ್ರೀಡಾಕೂಟ ಉದ್ಘಾಟನೆ	[437, 942, 629, 950]
